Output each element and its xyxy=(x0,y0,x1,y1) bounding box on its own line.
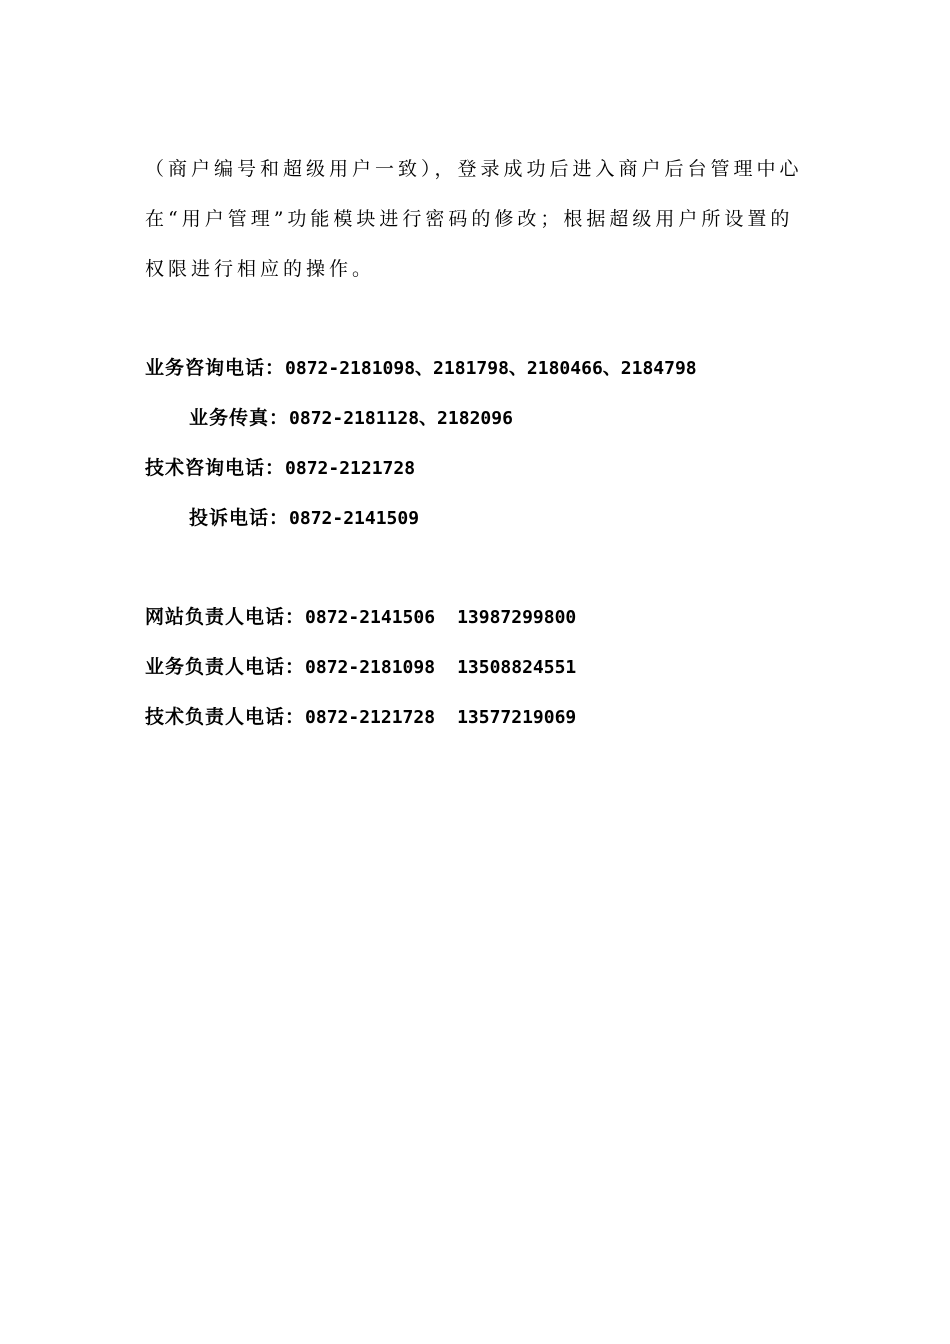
contact-tech-inquiry xyxy=(145,456,415,481)
contact-value: 0872-2121728 xyxy=(285,458,416,479)
paragraph-line-2: 在“用户管理”功能模块进行密码的修改；根据超级用户所设置的 xyxy=(145,208,794,230)
contact-label: 投诉电话： xyxy=(189,507,290,529)
contact-phone: 0872-2141506 xyxy=(305,607,436,628)
contact-mobile: 13508824551 xyxy=(457,657,577,678)
contact-label: 业务传真： xyxy=(189,407,290,429)
contact-value: 0872-2181098、2181798、2180466、2184798 xyxy=(285,358,697,379)
contact-label: 技术负责人电话： xyxy=(145,706,306,728)
contact-website-manager xyxy=(145,605,576,630)
contact-label: 业务咨询电话： xyxy=(145,357,286,379)
contact-tech-manager xyxy=(145,705,576,730)
contact-phone: 0872-2121728 xyxy=(305,707,436,728)
contact-mobile: 13987299800 xyxy=(457,607,577,628)
contact-complaint xyxy=(189,506,419,531)
contact-value: 0872-2141509 xyxy=(289,508,420,529)
contact-phone: 0872-2181098 xyxy=(305,657,436,678)
contact-mobile: 13577219069 xyxy=(457,707,577,728)
contact-label: 网站负责人电话： xyxy=(145,606,306,628)
paragraph-line-3: 权限进行相应的操作。 xyxy=(145,258,376,280)
contact-business-inquiry xyxy=(145,356,697,381)
contact-business-manager xyxy=(145,655,576,680)
contact-value: 0872-2181128、2182096 xyxy=(289,408,513,429)
contact-label: 技术咨询电话： xyxy=(145,457,286,479)
paragraph-line-1: （商户编号和超级用户一致），登录成功后进入商户后台管理中心 xyxy=(145,158,803,180)
contact-label: 业务负责人电话： xyxy=(145,656,306,678)
contact-business-fax xyxy=(189,406,513,431)
